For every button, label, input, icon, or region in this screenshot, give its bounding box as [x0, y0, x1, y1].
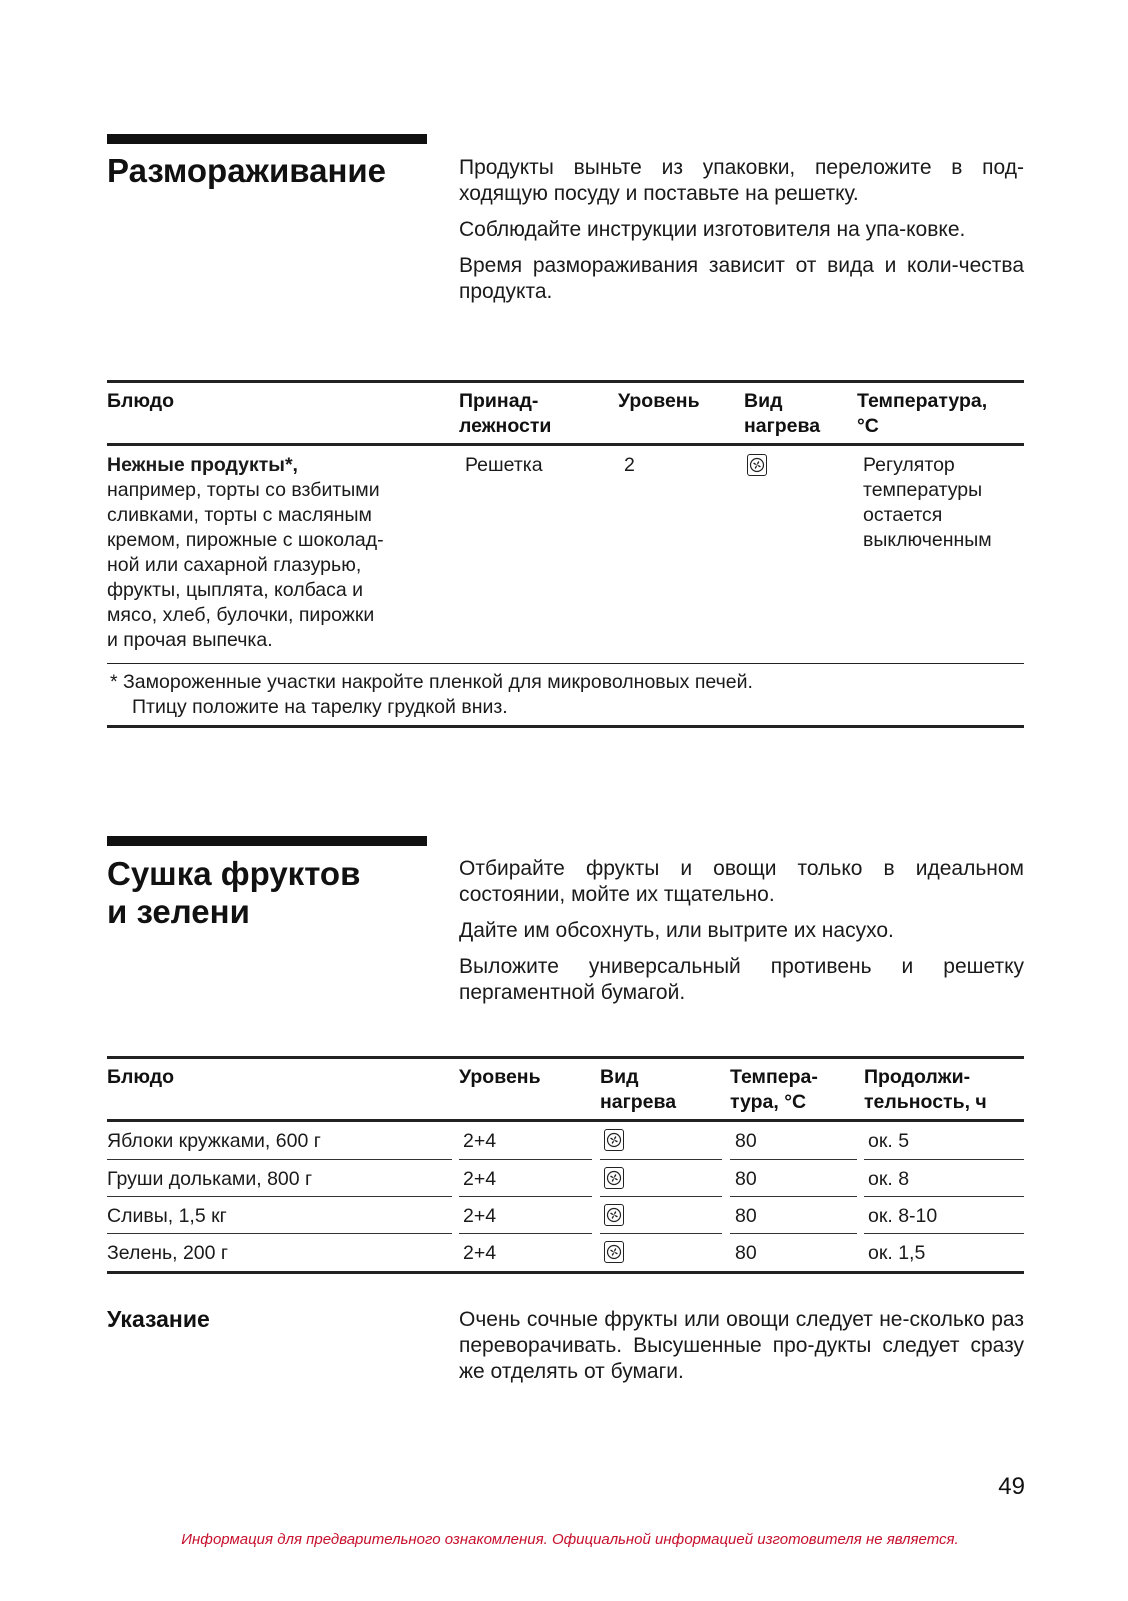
col-header-level: Уровень — [459, 1066, 541, 1088]
table-cell-temperature: 80 — [735, 1205, 757, 1227]
cell-rule — [730, 1233, 857, 1234]
section-divider-bar — [107, 836, 427, 846]
fan-icon — [604, 1204, 624, 1226]
table-cell-temperature: 80 — [735, 1242, 757, 1264]
cell-rule — [107, 1196, 452, 1197]
table-bottom-rule — [107, 725, 1024, 728]
table-cell-duration: ок. 8 — [868, 1168, 910, 1190]
section-title-drying: Сушка фруктов и зелени — [107, 855, 361, 930]
col-header-temperature: Темпера- тура, °C — [730, 1066, 818, 1113]
cell-rule — [600, 1159, 722, 1160]
cell-rule — [600, 1196, 722, 1197]
table-cell-level: 2+4 — [463, 1130, 497, 1152]
table-cell-dish: Яблоки кружками, 600 г — [107, 1130, 321, 1152]
table-cell-temperature: 80 — [735, 1130, 757, 1152]
header-bottom-rule — [107, 443, 1024, 446]
table-cell-dish: Зелень, 200 г — [107, 1242, 229, 1264]
cell-rule — [107, 1233, 452, 1234]
table-cell-duration: ок. 8-10 — [868, 1205, 938, 1227]
intro-paragraph: Продукты выньте из упаковки, переложите в под-ходящую посуду и поставьте на решетку. — [459, 156, 1024, 205]
cell-rule — [730, 1196, 857, 1197]
table-cell-dish: Груши дольками, 800 г — [107, 1168, 313, 1190]
table-top-rule — [107, 380, 1024, 383]
row-bottom-rule — [107, 663, 1024, 664]
col-header-heat-type: Вид нагрева — [600, 1066, 677, 1113]
col-header-duration: Продолжи- тельность, ч — [864, 1066, 987, 1113]
header-bottom-rule — [107, 1119, 1024, 1122]
table-cell-level: 2+4 — [463, 1168, 497, 1190]
col-header-accessory: Принад- лежности — [459, 390, 552, 437]
col-header-dish: Блюдо — [107, 390, 175, 412]
cell-rule — [864, 1196, 1024, 1197]
fan-icon — [747, 454, 767, 476]
intro-paragraph: Выложите универсальный противень и решетку пергаментной бумагой. — [459, 955, 1024, 1004]
table-cell-temperature: 80 — [735, 1168, 757, 1190]
table-top-rule — [107, 1056, 1024, 1059]
col-header-temperature: Температура, °C — [857, 390, 988, 437]
table-cell-level: 2 — [624, 454, 635, 476]
col-header-level: Уровень — [618, 390, 700, 412]
table-cell-level: 2+4 — [463, 1242, 497, 1264]
note-text: Очень сочные фрукты или овощи следует не-сколько раз переворачивать. Высушенные про-дукты следует сразу же отделять от бумаги. — [459, 1308, 1024, 1383]
fan-icon — [604, 1129, 624, 1151]
footnote: * Замороженные участки накройте пленкой для микроволновых печей. Птицу положите на тарелку грудкой вниз. — [110, 671, 753, 718]
table-cell-temperature: Регулятор температуры остается выключенным — [863, 454, 992, 551]
fan-icon — [604, 1167, 624, 1189]
cell-rule — [864, 1159, 1024, 1160]
fan-icon — [604, 1241, 624, 1263]
cell-rule — [459, 1196, 592, 1197]
cell-rule — [600, 1233, 722, 1234]
note-title: Указание — [107, 1306, 210, 1332]
intro-paragraph: Соблюдайте инструкции изготовителя на упа-ковке. — [459, 218, 966, 241]
section-title-defrost: Размораживание — [107, 152, 387, 189]
col-header-dish: Блюдо — [107, 1066, 175, 1088]
defrost-intro — [459, 155, 1024, 315]
table-cell-duration: ок. 5 — [868, 1130, 910, 1152]
table-cell-duration: ок. 1,5 — [868, 1242, 926, 1264]
table-cell-level: 2+4 — [463, 1205, 497, 1227]
cell-rule — [107, 1159, 452, 1160]
col-header-heat-type: Вид нагрева — [744, 390, 821, 437]
intro-paragraph: Дайте им обсохнуть, или вытрите их насухо. — [459, 919, 894, 942]
intro-paragraph: Отбирайте фрукты и овощи только в идеальном состоянии, мойте их тщательно. — [459, 857, 1024, 906]
section-divider-bar — [107, 134, 427, 144]
table-bottom-rule — [107, 1271, 1024, 1274]
intro-paragraph: Время размораживания зависит от вида и коли-чества продукта. — [459, 254, 1024, 303]
cell-rule — [459, 1233, 592, 1234]
table-cell-accessory: Решетка — [465, 454, 543, 476]
disclaimer: Информация для предварительного ознакомления. Официальной информацией изготовителя не является. — [181, 1531, 959, 1548]
table-cell-dish: Сливы, 1,5 кг — [107, 1205, 227, 1227]
cell-rule — [459, 1159, 592, 1160]
cell-rule — [864, 1233, 1024, 1234]
table-row-dish: Нежные продукты*, например, торты со взбитыми сливками, торты с масляным кремом, пирожные с шоколад- ной или сахарной глазурью, фрукты, цыплята, колбаса и мясо, хлеб, булочки, пирожки и прочая выпечка. — [107, 454, 384, 651]
page-number: 49 — [998, 1473, 1025, 1500]
cell-rule — [730, 1159, 857, 1160]
drying-intro — [459, 856, 1024, 1016]
